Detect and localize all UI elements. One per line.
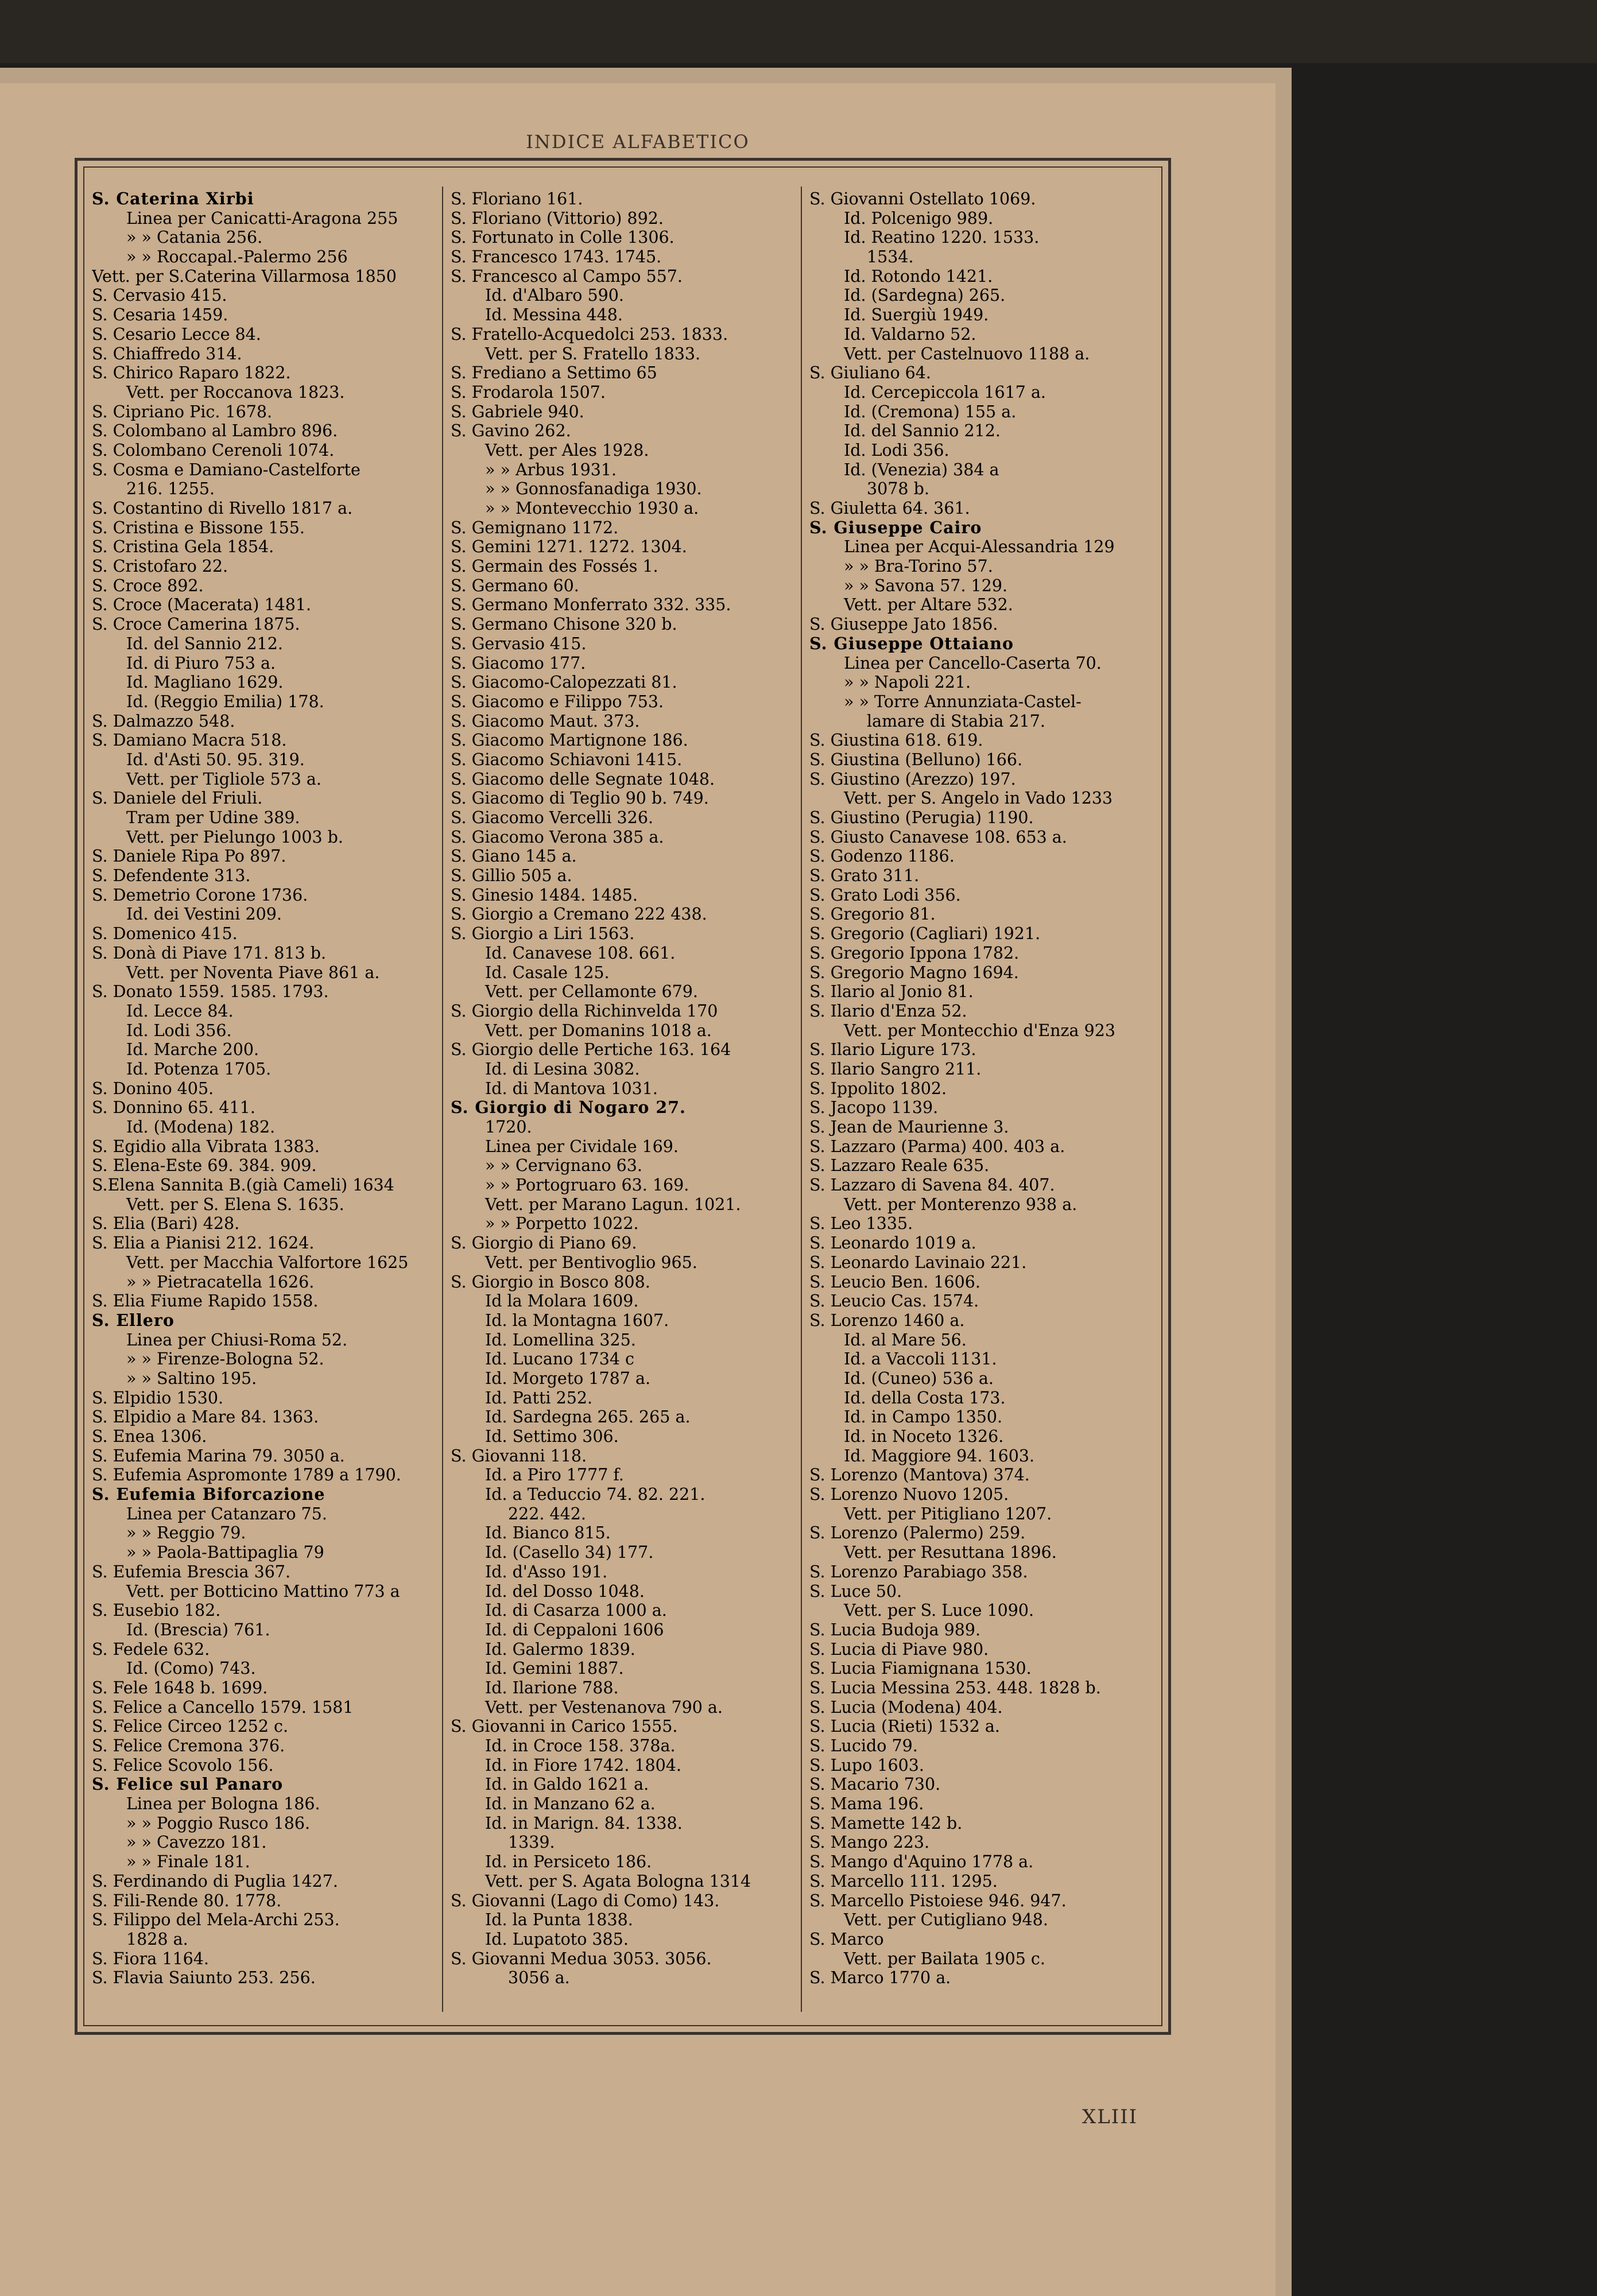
index-entry: S. Grato 311. [809,866,920,886]
index-entry: Id. (Cremona) 155 a. [844,402,1017,421]
index-entry: Id. del Dosso 1048. [485,1581,645,1601]
index-entry: Id. a Piro 1777 f. [485,1465,624,1485]
index-entry: S. Eufemia Brescia 367. [92,1562,291,1581]
index-entry: Linea per Cancello-Caserta 70. [844,653,1102,673]
index-entry: S. Gregorio 81. [809,905,936,924]
index-entry: S. Marco [809,1929,884,1949]
index-entry: S. Mamette 142 b. [809,1813,963,1833]
index-entry: Id la Molara 1609. [485,1292,639,1311]
index-entry: S. Gillio 505 a. [451,866,572,886]
index-entry: S. Ilario Sangro 211. [809,1059,982,1079]
index-entry: S. Fedele 632. [92,1639,210,1659]
index-entry: Id. Rotondo 1421. [844,266,993,286]
index-entry: » » Roccapal.-Palermo 256 [126,247,348,267]
index-entry: » » Pietracatella 1626. [126,1272,315,1292]
index-entry: S. Giano 145 a. [451,847,577,866]
index-entry: Vett. per S. Angelo in Vado 1233 [844,789,1113,808]
index-entry: S. Giustino (Perugia) 1190. [809,808,1034,827]
index-entry: S. Ippolito 1802. [809,1079,947,1098]
index-entry: S. Marcello Pistoiese 946. 947. [809,1891,1067,1910]
index-entry: S. Leucio Ben. 1606. [809,1272,980,1292]
index-entry: Vett. per Domanins 1018 a. [485,1021,712,1040]
index-entry: Id. Reatino 1220. 1533. [844,228,1040,247]
index-entry: S. Felice Scovolo 156. [92,1755,274,1775]
index-entry: S. Giorgio delle Pertiche 163. 164 [451,1040,731,1060]
column-divider-1 [442,187,443,2012]
index-column-1 [92,189,436,2015]
index-entry: S. Floriano 161. [451,189,583,208]
index-heading: S. Felice sul Panaro [92,1775,284,1794]
index-entry: » » Cavezzo 181. [126,1833,267,1852]
index-entry: S. Dalmazzo 548. [92,711,235,731]
index-entry: S. Frodarola 1507. [451,382,606,402]
index-entry: S. Lucido 79. [809,1736,918,1755]
index-entry: Id. la Montagna 1607. [485,1310,669,1330]
index-entry: Id. Patti 252. [485,1388,593,1407]
index-entry: Id. la Punta 1838. [485,1910,633,1930]
index-entry: Vett. per S. Luce 1090. [844,1601,1034,1620]
index-entry: S.Elena Sannita B.(già Cameli) 1634 [92,1176,394,1195]
index-entry: S. Luce 50. [809,1581,902,1601]
index-entry: S. Leonardo Lavinaio 221. [809,1252,1027,1272]
index-entry: Linea per Cividale 169. [485,1137,679,1156]
index-entry: S. Gregorio (Cagliari) 1921. [809,924,1041,944]
index-entry: S. Filippo del Mela-Archi 253. [92,1910,340,1930]
index-entry: Id. del Sannio 212. [126,634,283,653]
index-entry: » » Arbus 1931. [485,460,617,479]
index-entry: S. Leucio Cas. 1574. [809,1292,979,1311]
index-entry: S. Lorenzo (Mantova) 374. [809,1465,1030,1485]
index-heading: S. Ellero [92,1310,175,1330]
index-entry: S. Elia Fiume Rapido 1558. [92,1292,319,1311]
index-entry: S. Ilario al Jonio 81. [809,982,974,1002]
index-entry: Id. in Campo 1350. [844,1407,1003,1427]
index-entry: Id. Magliano 1629. [126,673,284,692]
index-entry: S. Lucia (Modena) 404. [809,1697,1003,1717]
index-entry: S. Giacomo-Calopezzati 81. [451,673,677,692]
index-entry: S. Flavia Saiunto 253. 256. [92,1968,316,1988]
index-entry: S. Fele 1648 b. 1699. [92,1678,268,1697]
index-entry: S. Giovanni (Lago di Como) 143. [451,1891,720,1910]
index-entry: » » Portogruaro 63. 169. [485,1176,689,1195]
index-entry: S. Giacomo e Filippo 753. [451,692,664,711]
index-column-3 [809,189,1154,2015]
index-entry: S. Floriano (Vittorio) 892. [451,208,664,228]
index-entry: S. Giusto Canavese 108. 653 a. [809,827,1067,847]
index-entry: Id. d'Asso 191. [485,1562,608,1581]
index-entry: Id. (Sardegna) 265. [844,286,1006,305]
index-entry: S. Donato 1559. 1585. 1793. [92,982,329,1002]
index-entry: S. Gervasio 415. [451,634,587,653]
index-entry: Vett. per Resuttana 1896. [844,1543,1057,1562]
index-entry: Vett. per S. Elena S. 1635. [126,1194,344,1214]
index-entry: S. Francesco 1743. 1745. [451,247,662,267]
index-entry: 1828 a. [126,1929,188,1949]
index-entry: Id. Lucano 1734 c [485,1349,634,1369]
index-entry: Id. Casale 125. [485,963,610,982]
index-entry: Id. d'Albaro 590. [485,286,624,305]
index-entry: S. Giustina 618. 619. [809,731,983,750]
index-entry: S. Ilario d'Enza 52. [809,1001,967,1021]
index-entry: Vett. per Noventa Piave 861 a. [126,963,380,982]
index-entry: S. Daniele Ripa Po 897. [92,847,286,866]
index-entry: » » Cervignano 63. [485,1156,642,1176]
index-entry: S. Giuliano 64. [809,363,931,383]
index-entry: S. Daniele del Friuli. [92,789,263,808]
index-entry: S. Mama 196. [809,1794,924,1814]
index-entry: S. Gemignano 1172. [451,518,619,537]
index-entry: S. Giorgio a Cremano 222 438. [451,905,707,924]
index-entry: » » Savona 57. 129. [844,576,1008,595]
index-entry: S. Giustina (Belluno) 166. [809,750,1023,769]
index-entry: Id. Settimo 306. [485,1427,619,1446]
index-entry: » » Finale 181. [126,1852,250,1872]
index-entry: S. Costantino di Rivello 1817 a. [92,499,353,518]
index-entry: Id. di Piuro 753 a. [126,653,276,673]
index-entry: S. Felice a Cancello 1579. 1581 [92,1697,354,1717]
index-entry: S. Leonardo 1019 a. [809,1234,976,1253]
index-entry: S. Domenico 415. [92,924,238,944]
index-entry: S. Enea 1306. [92,1427,207,1446]
index-entry: S. Macario 730. [809,1775,941,1794]
index-entry: S. Lazzaro (Parma) 400. 403 a. [809,1137,1065,1156]
index-entry: Id. della Costa 173. [844,1388,1006,1407]
index-entry: 1339. [508,1833,555,1852]
index-entry: Id. dei Vestini 209. [126,905,282,924]
index-entry: S. Lucia Messina 253. 448. 1828 b. [809,1678,1101,1697]
index-entry: S. Eufemia Aspromonte 1789 a 1790. [92,1465,401,1485]
index-entry: S. Ilario Ligure 173. [809,1040,976,1060]
index-entry: Id. Lupatoto 385. [485,1929,629,1949]
index-entry: S. Giacomo Martignone 186. [451,731,688,750]
index-entry: S. Giacomo di Teglio 90 b. 749. [451,789,709,808]
index-entry: S. Lucia Budoja 989. [809,1620,981,1639]
index-entry: S. Cristina e Bissone 155. [92,518,305,537]
index-entry: S. Elia (Bari) 428. [92,1214,240,1234]
index-entry: S. Elena-Este 69. 384. 909. [92,1156,317,1176]
index-entry: S. Gavino 262. [451,421,571,441]
index-entry: » » Paola-Battipaglia 79 [126,1543,324,1562]
index-entry: Linea per Bologna 186. [126,1794,320,1814]
index-entry: Id. Bianco 815. [485,1523,611,1543]
index-entry: S. Leo 1335. [809,1214,913,1234]
index-entry: 216. 1255. [126,479,215,499]
index-entry: 1720. [485,1118,532,1137]
index-entry: Vett. per Cutigliano 948. [844,1910,1048,1930]
index-entry: Id. Lodi 356. [844,440,949,460]
index-entry: S. Godenzo 1186. [809,847,955,866]
index-entry: S. Cosma e Damiano-Castelforte [92,460,361,479]
index-entry: Id. Galermo 1839. [485,1639,635,1659]
index-entry: S. Gregorio Magno 1694. [809,963,1019,982]
index-entry: S. Giorgio in Bosco 808. [451,1272,650,1292]
index-entry: S. Egidio alla Vibrata 1383. [92,1137,320,1156]
index-entry: Vett. per S. Agata Bologna 1314 [485,1871,751,1891]
index-entry: S. Lorenzo Nuovo 1205. [809,1485,1009,1504]
index-entry: Linea per Chiusi-Roma 52. [126,1330,348,1349]
index-heading: S. Giuseppe Ottaiano [809,634,1014,653]
index-entry: Id. Canavese 108. 661. [485,943,676,963]
index-entry: Id. (Cuneo) 536 a. [844,1368,994,1388]
index-entry: Id. (Venezia) 384 a [844,460,999,479]
index-entry: Vett. per Cellamonte 679. [485,982,698,1002]
index-entry: Vett. per Bailata 1905 c. [844,1949,1045,1968]
index-entry: » » Napoli 221. [844,673,971,692]
index-heading: S. Caterina Xirbi [92,189,254,208]
index-entry: S. Giorgio della Richinvelda 170 [451,1001,718,1021]
index-entry: Vett. per Ales 1928. [485,440,649,460]
index-entry: S. Marcello 111. 1295. [809,1871,998,1891]
index-entry: Id. in Noceto 1326. [844,1427,1004,1446]
index-heading: S. Giorgio di Nogaro 27. [451,1098,686,1118]
index-entry: 222. 442. [508,1504,586,1523]
index-entry: Id. Sardegna 265. 265 a. [485,1407,691,1427]
index-entry: S. Donnino 65. 411. [92,1098,255,1118]
index-entry: S. Giacomo Vercelli 326. [451,808,654,827]
index-entry: S. Lucia Fiamignana 1530. [809,1659,1032,1678]
index-entry: Id. Maggiore 94. 1603. [844,1446,1035,1465]
index-entry: S. Jean de Maurienne 3. [809,1118,1009,1137]
index-entry: S. Cipriano Pic. 1678. [92,402,273,421]
index-entry: Vett. per Montecchio d'Enza 923 [844,1021,1115,1040]
index-entry: Id. Marche 200. [126,1040,259,1060]
index-entry: Id. Gemini 1887. [485,1659,624,1678]
index-entry: Id. (Casello 34) 177. [485,1543,654,1562]
index-entry: Vett. per Macchia Valfortore 1625 [126,1252,409,1272]
index-entry: » » Montevecchio 1930 a. [485,499,699,518]
index-entry: Id. Valdarno 52. [844,324,976,344]
index-entry: S. Elpidio 1530. [92,1388,224,1407]
index-entry: S. Lazzaro di Savena 84. 407. [809,1176,1055,1195]
background-strip [0,0,1597,63]
index-entry: S. Croce 892. [92,576,204,595]
index-entry: Id. in Galdo 1621 a. [485,1775,649,1794]
index-entry: S. Croce (Macerata) 1481. [92,595,312,615]
index-entry: » » Porpetto 1022. [485,1214,639,1234]
index-entry: Vett. per Monterenzo 938 a. [844,1194,1077,1214]
index-entry: Id. Polcenigo 989. [844,208,994,228]
index-entry: Vett. per Castelnuovo 1188 a. [844,344,1090,363]
index-entry: Id. in Persiceto 186. [485,1852,652,1872]
index-entry: S. Francesco al Campo 557. [451,266,683,286]
page-title: INDICE ALFABETICO [526,131,750,153]
index-entry: S. Eusebio 182. [92,1601,221,1620]
index-entry: S. Lorenzo 1460 a. [809,1310,965,1330]
index-entry: Vett. per Tigliole 573 a. [126,769,321,789]
index-entry: Vett. per Pielungo 1003 b. [126,827,343,847]
index-entry: S. Cesario Lecce 84. [92,324,261,344]
index-entry: S. Demetrio Corone 1736. [92,885,308,905]
index-entry: S. Elia a Pianisi 212. 1624. [92,1234,315,1253]
index-entry: S. Germano Monferrato 332. 335. [451,595,731,615]
page-number: XLIII [1082,2105,1138,2128]
index-entry: S. Lupo 1603. [809,1755,924,1775]
index-entry: Id. Morgeto 1787 a. [485,1368,651,1388]
index-entry: Id. di Casarza 1000 a. [485,1601,667,1620]
index-entry: S. Giovanni Ostellato 1069. [809,189,1036,208]
index-entry: Id. al Mare 56. [844,1330,967,1349]
index-entry: S. Colombano Cerenoli 1074. [92,440,335,460]
index-entry: S. Gemini 1271. 1272. 1304. [451,537,687,557]
index-entry: » » Firenze-Bologna 52. [126,1349,324,1369]
index-entry: S. Giorgio a Liri 1563. [451,924,635,944]
index-entry: S. Lucia (Rieti) 1532 a. [809,1717,1000,1736]
index-entry: S. Mango d'Aquino 1778 a. [809,1852,1034,1872]
index-entry: Vett. per Vestenanova 790 a. [485,1697,723,1717]
index-entry: S. Lorenzo (Palermo) 259. [809,1523,1026,1543]
index-entry: Id. (Como) 743. [126,1659,256,1678]
index-entry: Vett. per S.Caterina Villarmosa 1850 [92,266,397,286]
index-entry: Vett. per Altare 532. [844,595,1013,615]
index-entry: Id. Lodi 356. [126,1021,232,1040]
index-entry: S. Gabriele 940. [451,402,584,421]
index-entry: S. Fratello-Acquedolci 253. 1833. [451,324,728,344]
index-entry: S. Eufemia Marina 79. 3050 a. [92,1446,345,1465]
index-entry: 3056 a. [508,1968,570,1988]
index-entry: Vett. per Marano Lagun. 1021. [485,1194,741,1214]
index-entry: S. Jacopo 1139. [809,1098,939,1118]
index-entry: S. Ginesio 1484. 1485. [451,885,638,905]
index-entry: S. Giovanni in Carico 1555. [451,1717,678,1736]
index-entry: S. Giacomo delle Segnate 1048. [451,769,715,789]
index-entry: 3078 b. [867,479,929,499]
index-entry: S. Giuseppe Jato 1856. [809,615,998,634]
index-entry: Id. di Mantova 1031. [485,1079,658,1098]
index-entry: Vett. per Pitigliano 1207. [844,1504,1052,1523]
index-entry: Id. d'Asti 50. 95. 319. [126,750,305,769]
index-entry: S. Felice Circeo 1252 c. [92,1717,289,1736]
index-entry: S. Felice Cremona 376. [92,1736,285,1755]
index-entry: Id. in Croce 158. 378a. [485,1736,676,1755]
index-entry: S. Giovanni 118. [451,1446,587,1465]
index-entry: S. Frediano a Settimo 65 [451,363,657,383]
index-entry: S. Fiora 1164. [92,1949,209,1968]
index-entry: S. Donino 405. [92,1079,214,1098]
index-entry: lamare di Stabia 217. [867,711,1045,731]
index-entry: » » Reggio 79. [126,1523,246,1543]
index-entry: S. Lorenzo Parabiago 358. [809,1562,1028,1581]
index-entry: » » Gonnosfanadiga 1930. [485,479,702,499]
index-entry: S. Marco 1770 a. [809,1968,951,1988]
index-entry: S. Colombano al Lambro 896. [92,421,338,441]
index-entry: S. Cesaria 1459. [92,305,228,325]
index-entry: Id. Messina 448. [485,305,623,325]
index-entry: Id. a Teduccio 74. 82. 221. [485,1485,706,1504]
index-entry: Linea per Canicatti-Aragona 255 [126,208,398,228]
index-entry: Id. Ilarione 788. [485,1678,619,1697]
index-entry: Id. in Fiore 1742. 1804. [485,1755,681,1775]
index-entry: » » Torre Annunziata-Castel- [844,692,1082,711]
index-entry: S. Germain des Fossés 1. [451,557,658,576]
index-entry: » » Poggio Rusco 186. [126,1813,311,1833]
index-entry: S. Grato Lodi 356. [809,885,961,905]
index-entry: Id. di Lesina 3082. [485,1059,640,1079]
index-entry: Id. a Vaccoli 1131. [844,1349,997,1369]
index-entry: S. Giacomo Verona 385 a. [451,827,664,847]
index-entry: Id. (Brescia) 761. [126,1620,270,1639]
index-entry: Vett. per S. Fratello 1833. [485,344,701,363]
index-entry: S. Gregorio Ippona 1782. [809,943,1020,963]
index-entry: S. Defendente 313. [92,866,251,886]
index-entry: S. Giacomo 177. [451,653,586,673]
index-entry: Id. Potenza 1705. [126,1059,272,1079]
index-entry: S. Fortunato in Colle 1306. [451,228,675,247]
index-entry: S. Giacomo Maut. 373. [451,711,640,731]
index-entry: S. Cervasio 415. [92,286,227,305]
index-entry: S. Damiano Macra 518. [92,731,287,750]
index-entry: S. Giacomo Schiavoni 1415. [451,750,683,769]
index-entry: S. Giustino (Arezzo) 197. [809,769,1016,789]
index-entry: Tram per Udine 389. [126,808,300,827]
index-entry: S. Fili-Rende 80. 1778. [92,1891,282,1910]
index-entry: Id. in Marign. 84. 1338. [485,1813,683,1833]
index-entry: S. Chirico Raparo 1822. [92,363,291,383]
index-entry: S. Cristina Gela 1854. [92,537,274,557]
index-entry: Id. Cercepiccola 1617 a. [844,382,1046,402]
index-entry: Id. Lomellina 325. [485,1330,636,1349]
index-entry: 1534. [867,247,914,267]
index-entry: Vett. per Botticino Mattino 773 a [126,1581,400,1601]
index-entry: S. Giovanni Medua 3053. 3056. [451,1949,712,1968]
index-entry: Vett. per Roccanova 1823. [126,382,345,402]
index-entry: Id. Suergiù 1949. [844,305,989,325]
index-entry: S. Elpidio a Mare 84. 1363. [92,1407,319,1427]
index-entry: S. Giorgio di Piano 69. [451,1234,637,1253]
index-entry: Id. Lecce 84. [126,1001,234,1021]
index-entry: Id. in Manzano 62 a. [485,1794,656,1814]
index-entry: Vett. per Bentivoglio 965. [485,1252,697,1272]
index-entry: Id. di Ceppaloni 1606 [485,1620,664,1639]
index-entry: S. Germano 60. [451,576,579,595]
column-divider-2 [801,187,802,2012]
index-entry: S. Germano Chisone 320 b. [451,615,677,634]
index-entry: S. Donà di Piave 171. 813 b. [92,943,327,963]
index-entry: S. Cristofaro 22. [92,557,228,576]
index-entry: S. Mango 223. [809,1833,930,1852]
index-entry: S. Lazzaro Reale 635. [809,1156,990,1176]
index-entry: » » Saltino 195. [126,1368,257,1388]
index-entry: S. Lucia di Piave 980. [809,1639,989,1659]
index-entry: S. Chiaffredo 314. [92,344,242,363]
index-entry: Id. del Sannio 212. [844,421,1001,441]
index-entry: S. Croce Camerina 1875. [92,615,300,634]
index-heading: S. Giuseppe Cairo [809,518,982,537]
index-entry: S. Giuletta 64. 361. [809,499,970,518]
index-entry: Id. (Modena) 182. [126,1118,276,1137]
index-entry: S. Ferdinando di Puglia 1427. [92,1871,338,1891]
index-entry: Id. (Reggio Emilia) 178. [126,692,324,711]
index-heading: S. Eufemia Biforcazione [92,1485,325,1504]
index-entry: Linea per Acqui-Alessandria 129 [844,537,1115,557]
index-entry: Linea per Catanzaro 75. [126,1504,327,1523]
index-entry: » » Bra-Torino 57. [844,557,993,576]
index-entry: » » Catania 256. [126,228,263,247]
index-column-2 [451,189,795,2015]
